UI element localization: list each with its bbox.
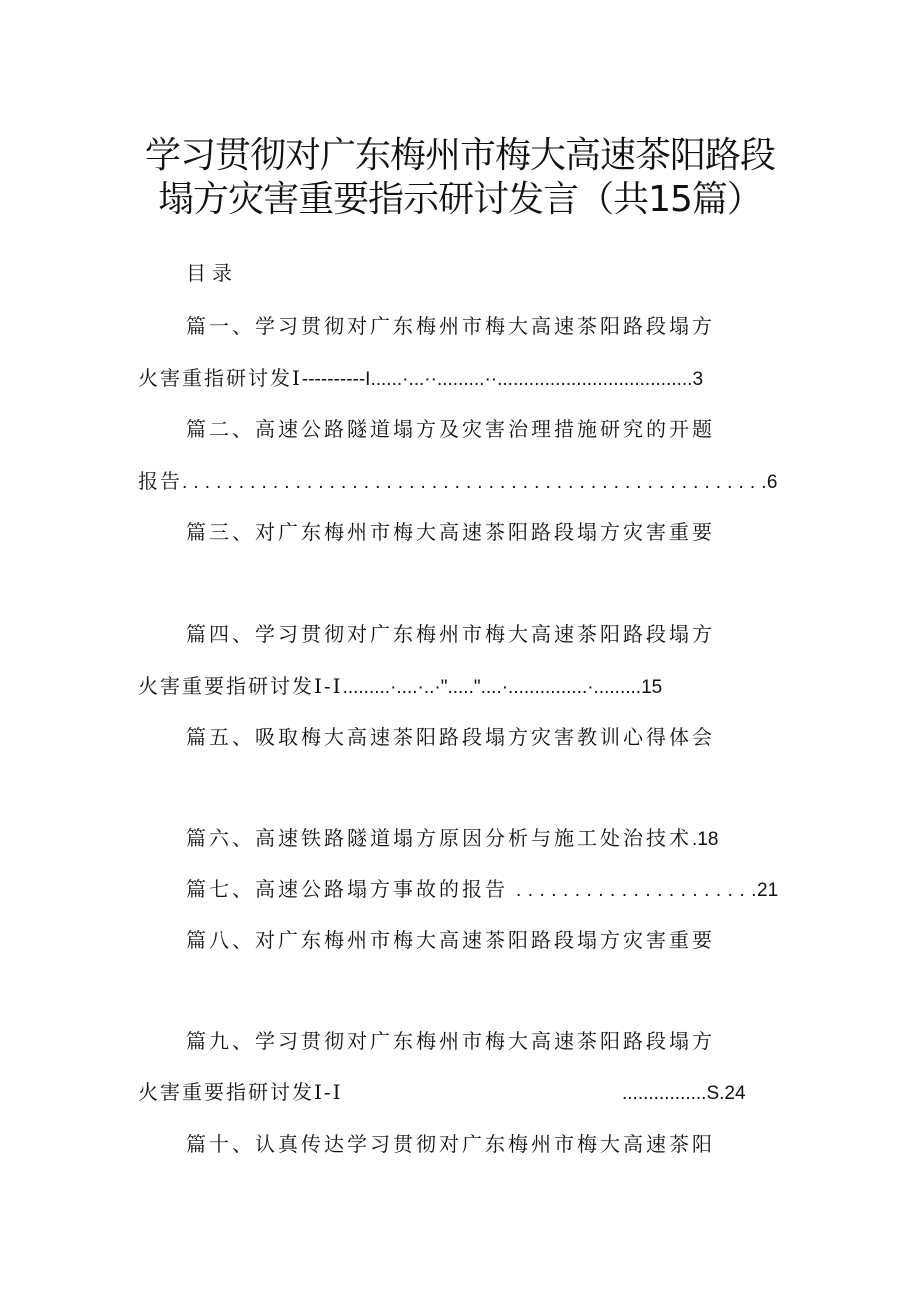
toc-entry-9-line-1: 篇九、学习贯彻对广东梅州市梅大高速茶阳路段塌方 — [186, 1029, 715, 1053]
toc-entry-7-text: 篇七、高速公路塌方事故的报告 — [186, 877, 508, 901]
toc-entry-2-line-1: 篇二、高速公路隧道塌方及灾害治理措施研究的开题 — [186, 417, 715, 441]
toc-entry-5-line-1: 篇五、吸取梅大高速茶阳路段塌方灾害教训心得体会 — [186, 725, 715, 749]
toc-entry-6-line-1 — [186, 824, 718, 854]
toc-entry-6-leader: . — [692, 829, 698, 850]
toc-entry-4-leader: .........·....·..·"....."....·...............·......... — [342, 677, 642, 698]
toc-entry-2-leader: . . . . . . . . . . . . . . . . . . . . . . . . . . . . . . . . . . . . . . . . . . . . . . . . . . . . — [182, 472, 767, 493]
toc-entry-9-line-2: 火害重要指研讨发I-I — [138, 1080, 343, 1104]
toc-entry-4-page: 15 — [641, 677, 663, 698]
toc-entry-6-text: 篇六、高速铁路隧道塌方原因分析与施工处治技术 — [186, 826, 692, 850]
toc-entry-2-line-2 — [138, 467, 778, 497]
toc-entry-7-leader: . . . . . . . . . . . . . . . . . . . . . — [516, 880, 758, 901]
toc-entry-1-leader: ----------I......·...··.........··..................................... — [301, 369, 693, 390]
toc-entry-4-text: 火害重要指研讨发I-I — [138, 674, 343, 698]
toc-heading: 目录 — [186, 261, 238, 285]
toc-entry-1-text: 火害重指研讨发I — [138, 366, 302, 390]
toc-entry-4-line-2 — [138, 672, 662, 702]
toc-entry-6-page: 18 — [697, 829, 719, 850]
toc-entry-7-page: 21 — [757, 880, 779, 901]
toc-entry-2-text: 报告 — [138, 469, 182, 493]
toc-entry-8-line-1: 篇八、对广东梅州市梅大高速茶阳路段塌方灾害重要 — [186, 928, 715, 952]
toc-entry-2-page: 6 — [766, 472, 778, 493]
document-title-line-2: 塌方灾害重要指示研讨发言（共15篇） — [158, 179, 762, 220]
toc-entry-1-line-1: 篇一、学习贯彻对广东梅州市梅大高速茶阳路段塌方 — [186, 314, 715, 338]
toc-entry-9-leader-group — [622, 1078, 746, 1108]
toc-entry-3-line-1: 篇三、对广东梅州市梅大高速茶阳路段塌方灾害重要 — [186, 520, 715, 544]
toc-entry-1-page: 3 — [692, 369, 704, 390]
toc-entry-4-line-1: 篇四、学习贯彻对广东梅州市梅大高速茶阳路段塌方 — [186, 622, 715, 646]
toc-entry-7-line-1 — [186, 875, 778, 905]
document-title-line-1: 学习贯彻对广东梅州市梅大高速茶阳路段 — [144, 135, 775, 176]
toc-entry-1-line-2 — [138, 364, 703, 394]
toc-entry-9-page: S.24 — [706, 1083, 746, 1104]
toc-entry-10-line-1: 篇十、认真传达学习贯彻对广东梅州市梅大高速茶阳 — [186, 1132, 715, 1156]
toc-entry-9-leader: ................ — [622, 1083, 707, 1104]
